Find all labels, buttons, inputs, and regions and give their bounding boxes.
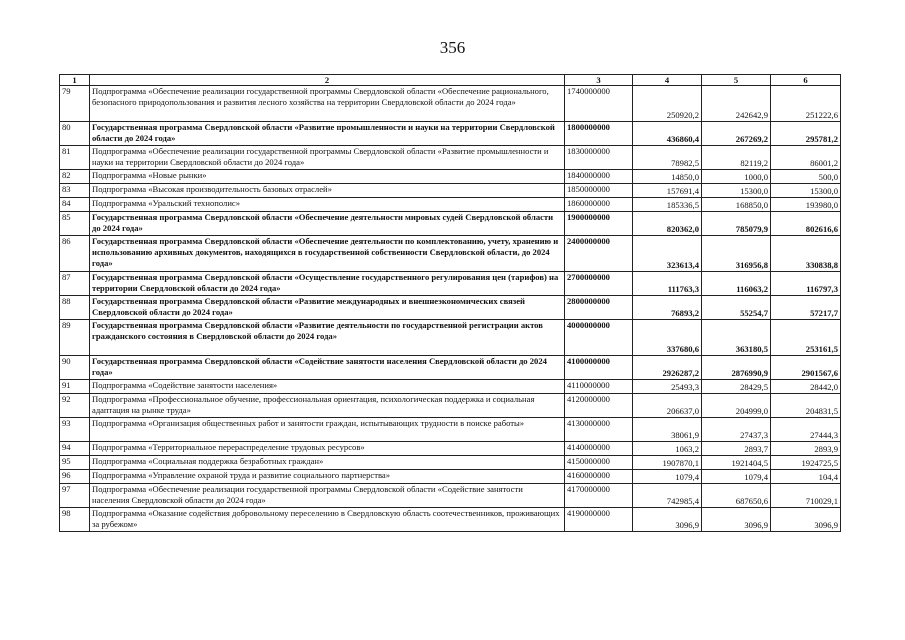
table-row: [60, 184, 841, 198]
program-name-cell: Подпрограмма «Содействие занятости населения»: [90, 380, 565, 394]
amount-col4-cell: 1079,4: [633, 470, 702, 484]
amount-col6-cell: 710029,1: [771, 484, 841, 508]
budget-code-cell: 1830000000: [565, 146, 633, 170]
amount-col4-cell: 76893,2: [633, 296, 702, 320]
amount-col4-cell: 1907870,1: [633, 456, 702, 470]
budget-code-cell: 4160000000: [565, 470, 633, 484]
row-number-cell: 87: [60, 272, 90, 296]
program-name-cell: Подпрограмма «Уральский технополис»: [90, 198, 565, 212]
amount-col5-cell: 2876990,9: [702, 356, 771, 380]
row-number-cell: 80: [60, 122, 90, 146]
row-number-cell: 93: [60, 418, 90, 442]
budget-code-cell: 4120000000: [565, 394, 633, 418]
table-row: [60, 236, 841, 272]
budget-code-cell: 2400000000: [565, 236, 633, 272]
amount-col4-cell: 337680,6: [633, 320, 702, 356]
row-number-cell: 86: [60, 236, 90, 272]
row-number-cell: 89: [60, 320, 90, 356]
table-row: [60, 470, 841, 484]
program-name-cell: Подпрограмма «Территориальное перераспределение трудовых ресурсов»: [90, 442, 565, 456]
table-row: [60, 272, 841, 296]
row-number-cell: 94: [60, 442, 90, 456]
table-row: [60, 442, 841, 456]
amount-col5-cell: 1000,0: [702, 170, 771, 184]
row-number-cell: 83: [60, 184, 90, 198]
budget-code-cell: 4150000000: [565, 456, 633, 470]
row-number-cell: 92: [60, 394, 90, 418]
amount-col6-cell: 204831,5: [771, 394, 841, 418]
amount-col5-cell: 15300,0: [702, 184, 771, 198]
amount-col5-cell: 785079,9: [702, 212, 771, 236]
page-number: 356: [439, 38, 466, 57]
row-number-cell: 88: [60, 296, 90, 320]
table-row: [60, 296, 841, 320]
amount-col6-cell: 251222,6: [771, 86, 841, 122]
table-row: [60, 146, 841, 170]
amount-col5-cell: 3096,9: [702, 508, 771, 532]
amount-col4-cell: 2926287,2: [633, 356, 702, 380]
amount-col4-cell: 111763,3: [633, 272, 702, 296]
budget-code-cell: 4110000000: [565, 380, 633, 394]
amount-col4-cell: 157691,4: [633, 184, 702, 198]
program-name-cell: Подпрограмма «Обеспечение реализации государственной программы Свердловской области «Развитие промышленности и науки на территории Свердловской области до 2024 года»: [90, 146, 565, 170]
amount-col5-cell: 168850,0: [702, 198, 771, 212]
budget-code-cell: 4000000000: [565, 320, 633, 356]
amount-col5-cell: 316956,8: [702, 236, 771, 272]
row-number-cell: 91: [60, 380, 90, 394]
row-number-cell: 95: [60, 456, 90, 470]
table-row: [60, 394, 841, 418]
amount-col6-cell: 2893,9: [771, 442, 841, 456]
table-row: [60, 170, 841, 184]
amount-col5-cell: 2893,7: [702, 442, 771, 456]
column-header: 4: [633, 75, 702, 86]
row-number-cell: 85: [60, 212, 90, 236]
amount-col5-cell: 204999,0: [702, 394, 771, 418]
program-name-cell: Подпрограмма «Управление охраной труда и развитие социального партнерства»: [90, 470, 565, 484]
amount-col6-cell: 193980,0: [771, 198, 841, 212]
table-row: [60, 198, 841, 212]
budget-code-cell: 4190000000: [565, 508, 633, 532]
program-name-cell: Подпрограмма «Оказание содействия добровольному переселению в Свердловскую область соотечественников, проживающих за рубежом»: [90, 508, 565, 532]
amount-col4-cell: 38061,9: [633, 418, 702, 442]
budget-code-cell: 4140000000: [565, 442, 633, 456]
amount-col5-cell: 1079,4: [702, 470, 771, 484]
amount-col6-cell: 295781,2: [771, 122, 841, 146]
budget-code-cell: 2700000000: [565, 272, 633, 296]
program-name-cell: Государственная программа Свердловской области «Развитие международных и внешнеэкономических связей Свердловской области до 2024 года»: [90, 296, 565, 320]
amount-col4-cell: 250920,2: [633, 86, 702, 122]
table-row: [60, 380, 841, 394]
program-name-cell: Подпрограмма «Высокая производительность базовых отраслей»: [90, 184, 565, 198]
budget-code-cell: 1800000000: [565, 122, 633, 146]
program-name-cell: Государственная программа Свердловской области «Развитие деятельности по государственной регистрации актов гражданского состояния в Свердловской области до 2024 года»: [90, 320, 565, 356]
amount-col5-cell: 363180,5: [702, 320, 771, 356]
budget-code-cell: 1840000000: [565, 170, 633, 184]
budget-code-cell: 1900000000: [565, 212, 633, 236]
amount-col5-cell: 116063,2: [702, 272, 771, 296]
amount-col6-cell: 86001,2: [771, 146, 841, 170]
amount-col6-cell: 253161,5: [771, 320, 841, 356]
row-number-cell: 97: [60, 484, 90, 508]
table-row: [60, 356, 841, 380]
program-name-cell: Государственная программа Свердловской области «Обеспечение деятельности мировых судей Свердловской области до 2024 года»: [90, 212, 565, 236]
program-name-cell: Подпрограмма «Профессиональное обучение, профессиональная ориентация, психологическая поддержка и социальная адаптация на рынке труда»: [90, 394, 565, 418]
amount-col6-cell: 1924725,5: [771, 456, 841, 470]
amount-col6-cell: 27444,3: [771, 418, 841, 442]
amount-col5-cell: 1921404,5: [702, 456, 771, 470]
amount-col4-cell: 206637,0: [633, 394, 702, 418]
amount-col5-cell: 687650,6: [702, 484, 771, 508]
amount-col6-cell: 330838,8: [771, 236, 841, 272]
budget-code-cell: 1740000000: [565, 86, 633, 122]
amount-col6-cell: 104,4: [771, 470, 841, 484]
table-row: [60, 320, 841, 356]
amount-col4-cell: 436860,4: [633, 122, 702, 146]
column-header: 2: [90, 75, 565, 86]
row-number-cell: 90: [60, 356, 90, 380]
budget-code-cell: 4100000000: [565, 356, 633, 380]
budget-code-cell: 1850000000: [565, 184, 633, 198]
amount-col5-cell: 242642,9: [702, 86, 771, 122]
amount-col5-cell: 27437,3: [702, 418, 771, 442]
amount-col5-cell: 267269,2: [702, 122, 771, 146]
program-name-cell: Подпрограмма «Обеспечение реализации государственной программы Свердловской области «Содействие занятости населения Свердловской области до 2024 года»: [90, 484, 565, 508]
program-name-cell: Подпрограмма «Социальная поддержка безработных граждан»: [90, 456, 565, 470]
row-number-cell: 82: [60, 170, 90, 184]
program-name-cell: Государственная программа Свердловской области «Развитие промышленности и науки на территории Свердловской области до 2024 года»: [90, 122, 565, 146]
column-header: 5: [702, 75, 771, 86]
row-number-cell: 98: [60, 508, 90, 532]
program-name-cell: Подпрограмма «Обеспечение реализации государственной программы Свердловской области «Обеспечение рационального, безопасного природопользования и развития лесного хозяйства на территории Свердловской области до 2024 года»: [90, 86, 565, 122]
row-number-cell: 96: [60, 470, 90, 484]
amount-col4-cell: 78982,5: [633, 146, 702, 170]
budget-code-cell: 1860000000: [565, 198, 633, 212]
amount-col4-cell: 820362,0: [633, 212, 702, 236]
amount-col4-cell: 1063,2: [633, 442, 702, 456]
program-name-cell: Государственная программа Свердловской области «Осуществление государственного регулирования цен (тарифов) на территории Свердловской области до 2024 года»: [90, 272, 565, 296]
table-row: [60, 508, 841, 532]
column-header: 1: [60, 75, 90, 86]
program-name-cell: Государственная программа Свердловской области «Обеспечение деятельности по комплектованию, учету, хранению и использованию архивных документов, находящихся в государственной собственности Свердловской области, до 2024 года»: [90, 236, 565, 272]
amount-col4-cell: 323613,4: [633, 236, 702, 272]
column-header: 6: [771, 75, 841, 86]
program-name-cell: Подпрограмма «Организация общественных работ и занятости граждан, испытывающих трудности в поиске работы»: [90, 418, 565, 442]
amount-col6-cell: 500,0: [771, 170, 841, 184]
budget-code-cell: 4170000000: [565, 484, 633, 508]
row-number-cell: 84: [60, 198, 90, 212]
budget-code-cell: 4130000000: [565, 418, 633, 442]
table-row: [60, 456, 841, 470]
amount-col6-cell: 802616,6: [771, 212, 841, 236]
amount-col6-cell: 2901567,6: [771, 356, 841, 380]
row-number-cell: 81: [60, 146, 90, 170]
amount-col6-cell: 57217,7: [771, 296, 841, 320]
table-row: [60, 418, 841, 442]
table-row: [60, 484, 841, 508]
amount-col5-cell: 55254,7: [702, 296, 771, 320]
budget-code-cell: 2800000000: [565, 296, 633, 320]
column-header: 3: [565, 75, 633, 86]
row-number-cell: 79: [60, 86, 90, 122]
table-row: [60, 86, 841, 122]
table-header-row: [60, 75, 841, 86]
amount-col4-cell: 25493,3: [633, 380, 702, 394]
amount-col6-cell: 28442,0: [771, 380, 841, 394]
amount-col5-cell: 28429,5: [702, 380, 771, 394]
table-row: [60, 122, 841, 146]
program-name-cell: Подпрограмма «Новые рынки»: [90, 170, 565, 184]
amount-col4-cell: 185336,5: [633, 198, 702, 212]
amount-col4-cell: 742985,4: [633, 484, 702, 508]
amount-col4-cell: 3096,9: [633, 508, 702, 532]
table-row: [60, 212, 841, 236]
amount-col6-cell: 15300,0: [771, 184, 841, 198]
amount-col4-cell: 14850,0: [633, 170, 702, 184]
budget-table: [59, 74, 841, 532]
amount-col5-cell: 82119,2: [702, 146, 771, 170]
amount-col6-cell: 116797,3: [771, 272, 841, 296]
amount-col6-cell: 3096,9: [771, 508, 841, 532]
program-name-cell: Государственная программа Свердловской области «Содействие занятости населения Свердловской области до 2024 года»: [90, 356, 565, 380]
